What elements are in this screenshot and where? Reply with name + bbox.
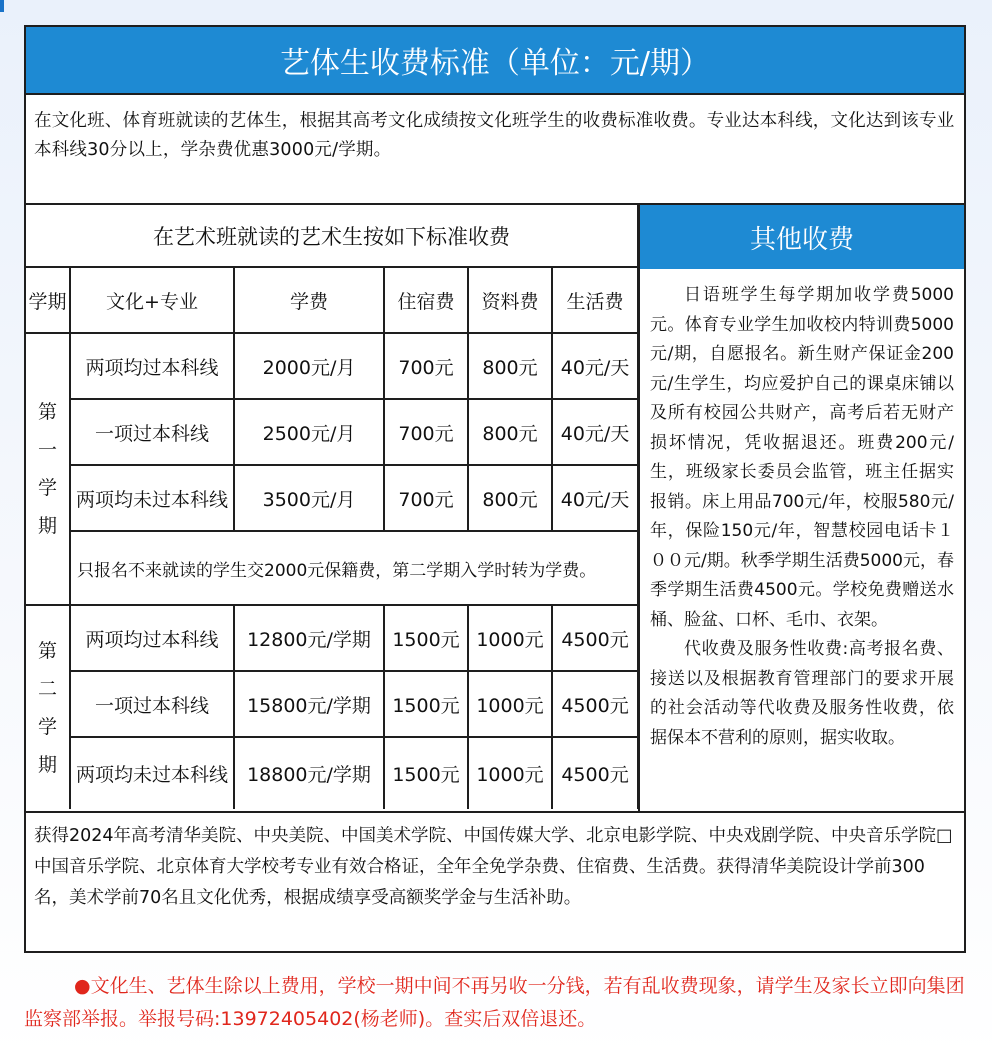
warning-notice: ●文化生、艺体生除以上费用，学校一期中间不再另收一分钱，若有乱收费现象，请学生及家长立即向集团监察部举报。举报号码:13972405402(杨老师)。查实后双倍退还。 <box>24 975 965 1030</box>
art-table-heading: 在艺术班就读的艺术生按如下标准收费 <box>26 205 638 267</box>
semester-2-label <box>26 605 70 809</box>
agency-fees-paragraph: 代收费及服务性收费:高考报名费、接送以及根据教育管理部门的要求开展的社会活动等代收费及服务性收费，依据保本不营利的原则，据实收取。 <box>650 639 954 748</box>
dorm-cell: 700元 <box>384 465 468 531</box>
living-cell: 40元/天 <box>552 399 638 465</box>
living-cell: 4500元 <box>552 671 638 737</box>
col-header-materials: 资料费 <box>468 267 552 333</box>
dorm-cell: 1500元 <box>384 605 468 671</box>
level-cell: 两项均未过本科线 <box>70 737 234 809</box>
semester-1-label <box>26 333 70 605</box>
fee-standard-frame <box>24 25 966 953</box>
table-header-row <box>26 267 638 333</box>
dorm-cell: 1500元 <box>384 671 468 737</box>
living-cell: 40元/天 <box>552 465 638 531</box>
table-row <box>26 605 638 671</box>
col-header-semester: 学期 <box>26 267 70 333</box>
materials-cell: 800元 <box>468 465 552 531</box>
tuition-cell: 2000元/月 <box>234 333 384 399</box>
other-fees-body <box>640 269 964 753</box>
table-row <box>26 531 638 605</box>
col-header-living: 生活费 <box>552 267 638 333</box>
dorm-cell: 700元 <box>384 399 468 465</box>
col-header-dorm: 住宿费 <box>384 267 468 333</box>
level-cell: 两项均未过本科线 <box>70 465 234 531</box>
other-fees-panel <box>638 205 964 811</box>
tuition-cell: 18800元/学期 <box>234 737 384 809</box>
living-cell: 4500元 <box>552 737 638 809</box>
intro-text: 在文化班、体育班就读的艺体生，根据其高考文化成绩按文化班学生的收费标准收费。专业达本科线，文化达到该专业本科线30分以上，学杂费优惠3000元/学期。 <box>34 111 955 160</box>
level-cell: 两项均过本科线 <box>70 605 234 671</box>
divider <box>26 811 964 813</box>
materials-cell: 1000元 <box>468 605 552 671</box>
other-fees-heading: 其他收费 <box>640 205 964 269</box>
level-cell: 一项过本科线 <box>70 671 234 737</box>
level-cell: 两项均过本科线 <box>70 333 234 399</box>
living-cell: 4500元 <box>552 605 638 671</box>
materials-cell: 800元 <box>468 333 552 399</box>
table-row <box>26 671 638 737</box>
art-fee-table <box>26 205 639 809</box>
living-cell: 40元/天 <box>552 333 638 399</box>
dorm-cell: 700元 <box>384 333 468 399</box>
table-row <box>26 465 638 531</box>
semester-2-label-text: 第二学期 <box>37 639 57 776</box>
main-grid <box>26 205 964 811</box>
tuition-cell: 3500元/月 <box>234 465 384 531</box>
col-header-level: 文化+专业 <box>70 267 234 333</box>
corner-accent <box>0 0 4 12</box>
materials-cell: 1000元 <box>468 737 552 809</box>
col-header-tuition: 学费 <box>234 267 384 333</box>
materials-cell: 800元 <box>468 399 552 465</box>
table-row <box>26 333 638 399</box>
tuition-cell: 2500元/月 <box>234 399 384 465</box>
dorm-cell: 1500元 <box>384 737 468 809</box>
page-title: 艺体生收费标准（单位：元/期） <box>26 27 964 95</box>
level-cell: 一项过本科线 <box>70 399 234 465</box>
semester-1-label-text: 第一学期 <box>37 401 57 537</box>
deposit-note: 只报名不来就读的学生交2000元保籍费，第二学期入学时转为学费。 <box>70 531 638 605</box>
materials-cell: 1000元 <box>468 671 552 737</box>
tuition-cell: 12800元/学期 <box>234 605 384 671</box>
other-fees-paragraph: 日语班学生每学期加收学费5000元。体育专业学生加收校内特训费5000元/期，自愿报名。新生财产保证金200元/生学生，均应爱护自己的课桌床铺以及所有校园公共财产，高考后若无财产损坏情况，凭收据退还。班费200元/生，班级家长委员会监管，班主任据实报销。床上用品700元/年，校服580元/年，保险150元/年，智慧校园电话卡１００元/期。秋季学期生活费5000元，春季学期生活费4500元。学校免费赠送水桶、脸盆、口杯、毛巾、衣架。 <box>650 285 954 630</box>
table-row <box>26 737 638 809</box>
tuition-cell: 15800元/学期 <box>234 671 384 737</box>
table-row <box>26 399 638 465</box>
scholarship-text: 获得2024年高考清华美院、中央美院、中国美术学院、中国传媒大学、北京电影学院、中央戏剧学院、中央音乐学院□中国音乐学院、北京体育大学校考专业有效合格证，全年全免学杂费、住宿费、生活费。获得清华美院设计学前300名，美术学前70名且文化优秀，根据成绩享受高额奖学金与生活补助。 <box>34 826 953 908</box>
